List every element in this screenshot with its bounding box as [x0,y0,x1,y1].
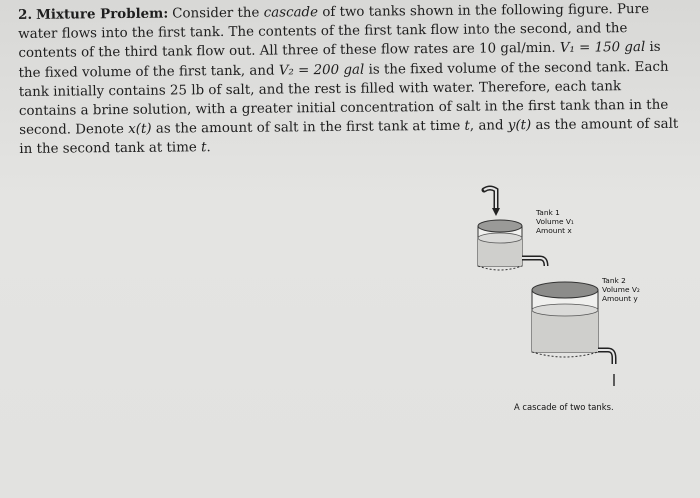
tank2-volume: Volume V₂ [602,285,640,294]
tank-1 [478,220,522,270]
text-cascade: cascade [263,5,319,21]
text-v1: V₁ = 150 gal [559,40,646,57]
text-s3: is the fixed volume of the second tank. Each tank initially contains 25 lb of salt, and the rest is filled with water. Therefore, each tank contains a brine solution, with a greater initial concentration of salt in the first tank than in the second. Denote [18,59,669,139]
problem-number: 2. [18,6,33,23]
text-s2: is the fixed volume of the first tank, and [18,40,661,81]
text-s4: as the amount of salt in the first tank at time [151,118,465,137]
text-x: x(t) [128,121,152,138]
tank1-name: Tank 1 [536,208,560,217]
tank2-amount: Amount y [602,294,638,303]
figure-caption: A cascade of two tanks. [514,402,614,412]
inflow-pipe [484,188,496,210]
text-s6: as the amount of salt in the second tank at time [19,116,679,158]
problem-title: Mixture Problem: [35,5,169,23]
tank1-amount: Amount x [536,226,572,235]
tank2-name: Tank 2 [602,276,626,285]
inflow-arrow [492,208,500,216]
problem-paragraph [18,0,681,160]
tank-2 [532,282,598,357]
text-t2: t [200,140,207,156]
text-s1a: Consider the [172,5,264,22]
tank2-labels [602,276,640,303]
tank-cascade-figure [470,178,670,438]
text-s5: , and [469,118,508,134]
text-v2: V₂ = 200 gal [278,62,365,79]
tank1-labels [536,208,574,235]
text-s7: . [206,140,211,156]
text-t: t [464,118,470,134]
problem-text [18,0,681,160]
text-s1c: of two tanks shown in the following figure. Pure water flows into the first tank. The contents of the first tank flow into the second, and the contents of the third tank flow out. All three of these flow rates are 10 gal/min. [18,1,650,62]
text-y: y(t) [507,118,532,134]
tank1-volume: Volume V₁ [536,217,574,226]
